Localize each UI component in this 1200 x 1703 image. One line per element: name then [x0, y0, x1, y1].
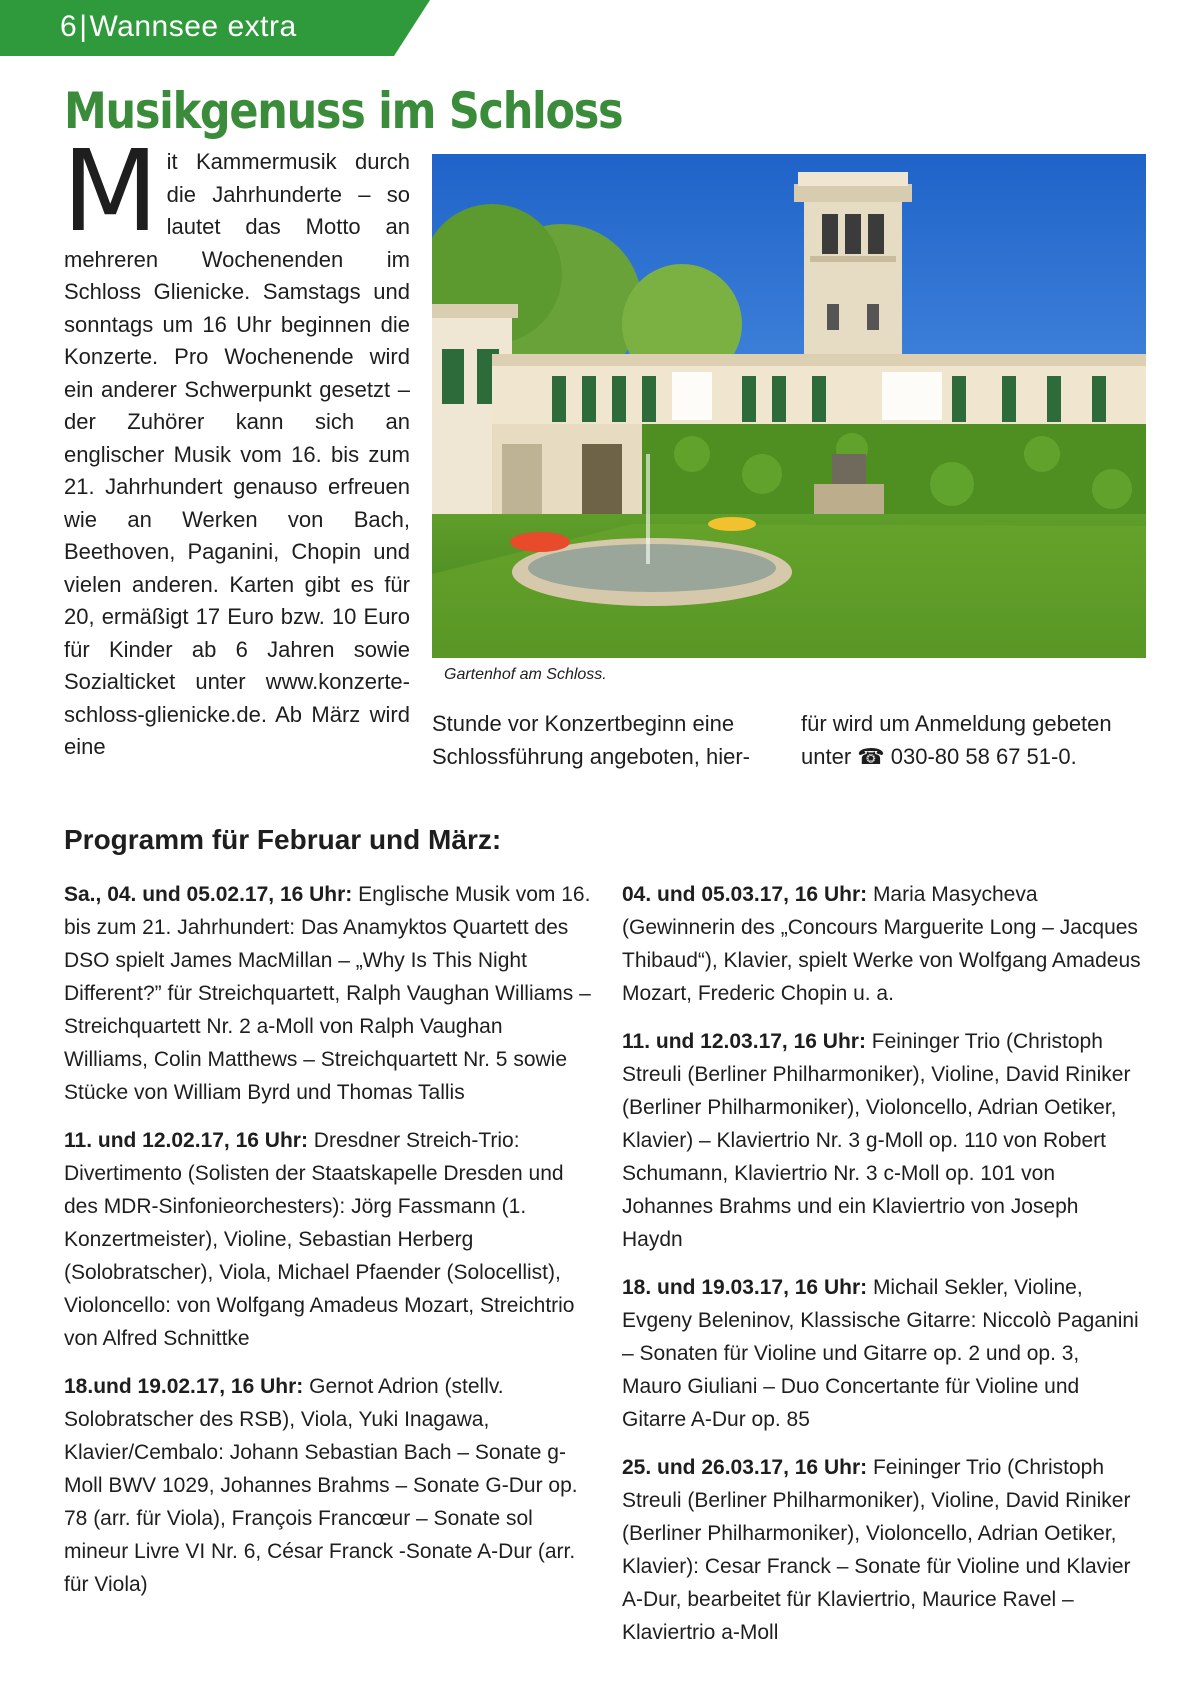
entry-date: 25. und 26.03.17, 16 Uhr:	[622, 1456, 868, 1479]
entry-date: 11. und 12.03.17, 16 Uhr:	[622, 1030, 866, 1053]
dropcap: M	[62, 127, 159, 257]
section-name: Wannsee extra	[89, 10, 297, 43]
photo-caption: Gartenhof am Schloss.	[444, 666, 607, 683]
entry-text: Englische Musik vom 16. bis zum 21. Jahrhundert: Das Anamyktos Quartett des DSO spielt James MacMillan – „Why Is This Night Different?” für Streichquartett, Ralph Vaughan Williams – Streichquartett Nr. 2 a-Moll von Ralph Vaughan Williams, Colin Matthews – Streichquartett Nr. 5 sowie Stücke von William Byrd und Thomas Tallis	[64, 883, 591, 1104]
program-entry	[64, 878, 592, 1109]
entry-text: Maria Masycheva (Gewinnerin des „Concours Marguerite Long – Jacques Thibaud“), Klavier, spielt Werke von Wolfgang Amadeus Mozart, Frederic Chopin u. a.	[622, 883, 1141, 1005]
intro-paragraph	[62, 127, 410, 764]
program-entry	[622, 878, 1142, 1010]
program-column-left	[64, 878, 592, 1616]
entry-date: 18. und 19.03.17, 16 Uhr:	[622, 1276, 868, 1299]
article-column-2: Stunde vor Konzertbeginn eine Schlossführung angeboten, hier-	[432, 711, 750, 769]
page-number: 6	[60, 10, 78, 43]
entry-date: 04. und 05.03.17, 16 Uhr:	[622, 883, 868, 906]
program-entry	[64, 1124, 592, 1355]
section-header	[60, 10, 297, 44]
program-entry	[64, 1370, 592, 1601]
header-separator: |	[79, 10, 88, 43]
program-entry	[622, 1025, 1142, 1256]
entry-text: Feininger Trio (Christoph Streuli (Berliner Philharmoniker), Violine, David Riniker (Berliner Philharmoniker), Violoncello, Adrian Oetiker, Klavier): Cesar Franck – Sonate für Violine und Klavier A-Dur, bearbeitet für Klaviertrio, Maurice Ravel – Klaviertrio a-Moll	[622, 1456, 1131, 1644]
entry-text: Dresdner Streich-Trio: Divertimento (Solisten der Staatskapelle Dresden und des MDR-Sinfonieorchesters): Jörg Fassmann (1. Konzertmeister), Violine, Sebastian Herberg (Solobratscher), Viola, Michael Pfaender (Solocellist), Violoncello: von Wolfgang Amadeus Mozart, Streichtrio von Alfred Schnittke	[64, 1129, 575, 1350]
entry-date: 11. und 12.02.17, 16 Uhr:	[64, 1129, 308, 1152]
entry-text: Gernot Adrion (stellv. Solobratscher des RSB), Viola, Yuki Inagawa, Klavier/Cembalo: Johann Sebastian Bach – Sonate g-Moll BWV 1029, Johannes Brahms – Sonate G-Dur op. 78 (arr. für Viola), François Francœur – Sonate sol mineur Livre VI Nr. 6, César Franck -Sonate A-Dur (arr. für Viola)	[64, 1375, 578, 1596]
article-column-3: für wird um Anmeldung gebeten unter ☎ 030-80 58 67 51-0.	[801, 711, 1112, 769]
program-heading: Programm für Februar und März:	[64, 824, 502, 855]
entry-text: Feininger Trio (Christoph Streuli (Berliner Philharmoniker), Violine, David Riniker (Berliner Philharmoniker), Violoncello, Adrian Oetiker, Klavier) – Klaviertrio Nr. 3 g-Moll op. 110 von Robert Schumann, Klaviertrio Nr. 3 c-Moll op. 101 von Johannes Brahms und ein Klaviertrio von Joseph Haydn	[622, 1030, 1131, 1251]
entry-text: Michail Sekler, Violine, Evgeny Beleninov, Klassische Gitarre: Niccolò Paganini – Sonaten für Violine und Gitarre op. 2 und op. 3, Mauro Giuliani – Duo Concertante für Violine und Gitarre A-Dur op. 85	[622, 1276, 1139, 1431]
article-title: Musikgenuss im Schloss	[64, 82, 623, 140]
program-entry	[622, 1271, 1142, 1436]
entry-date: 18.und 19.02.17, 16 Uhr:	[64, 1375, 304, 1398]
entry-date: Sa., 04. und 05.02.17, 16 Uhr:	[64, 883, 353, 906]
program-column-right	[622, 878, 1142, 1664]
intro-text: it Kammermusik durch die Jahrhunderte – so lautet das Motto an mehreren Wochenenden im Schloss Glienicke. Samstags und sonntags um 16 Uhr beginnen die Konzerte. Pro Wochenende wird ein anderer Schwerpunkt gesetzt – der Zuhörer kann sich an englischer Musik vom 16. bis zum 21. Jahrhundert genauso erfreuen wie an Werken von Bach, Beethoven, Paganini, Chopin und vielen anderen. Karten gibt es für 20, ermäßigt 17 Euro bzw. 10 Euro für Kinder ab 6 Jahren sowie Sozialticket unter www.konzerte-schloss-glienicke.de. Ab März wird eine	[64, 149, 410, 759]
program-entry	[622, 1451, 1142, 1649]
castle-photo	[432, 154, 1146, 658]
